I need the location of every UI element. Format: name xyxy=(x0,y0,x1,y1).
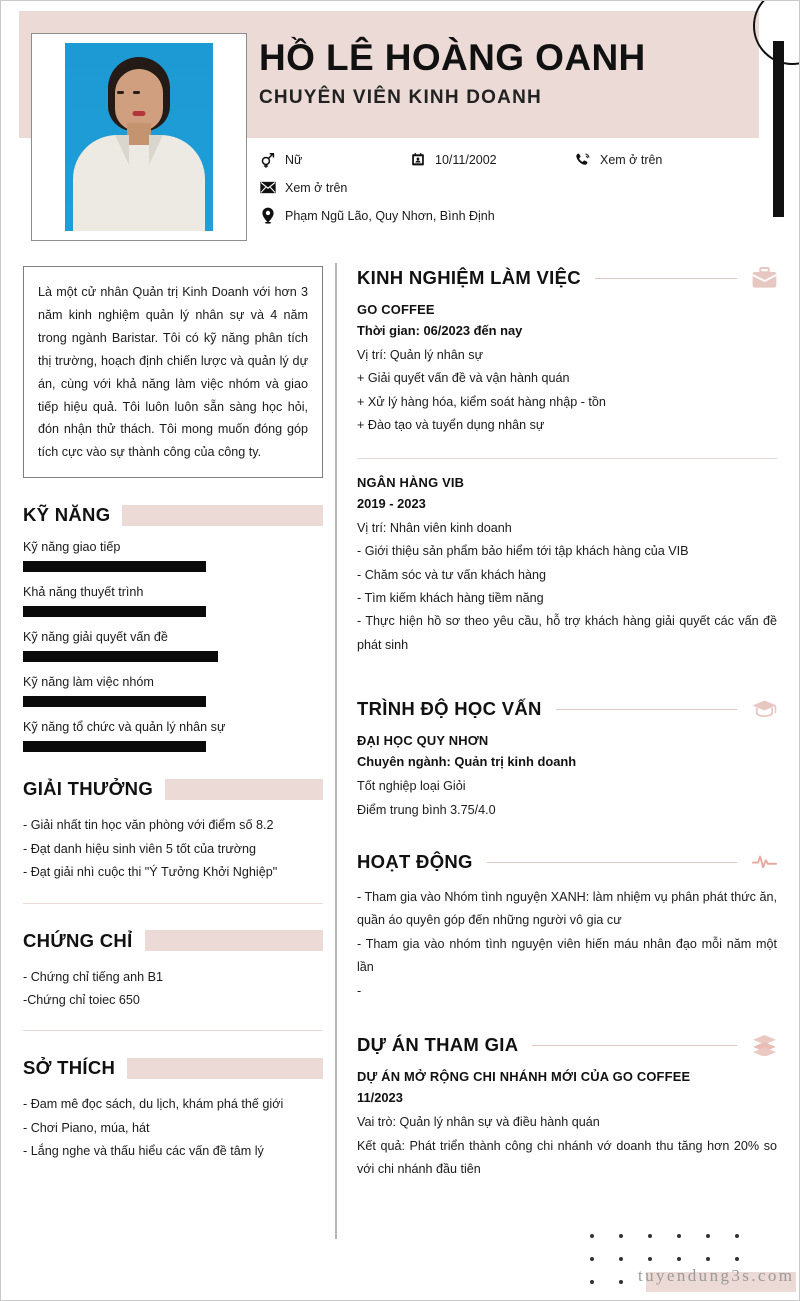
experience-heading xyxy=(357,266,777,290)
calendar-icon xyxy=(409,151,426,168)
heading-highlight-bar xyxy=(122,505,323,526)
education-line: Điểm trung bình 3.75/4.0 xyxy=(357,802,496,817)
portrait-photo xyxy=(65,43,213,231)
column-divider xyxy=(335,263,337,1239)
awards-heading-label: GIẢI THƯỞNG xyxy=(23,778,154,800)
layers-icon xyxy=(751,1033,777,1057)
skills-heading-label: KỸ NĂNG xyxy=(23,504,111,526)
section-divider xyxy=(23,1030,323,1031)
skills-heading xyxy=(23,504,323,526)
heading-rule xyxy=(487,862,737,863)
skill-item xyxy=(23,540,323,572)
right-column xyxy=(357,266,777,1187)
skill-fill xyxy=(23,741,206,752)
name-block xyxy=(259,39,729,109)
job-bullet: - Tìm kiếm khách hàng tiềm năng xyxy=(357,590,544,605)
activity-item: - Tham gia vào Nhóm tình nguyện XANH: làm nhiệm vụ phân phát thức ăn, quần áo quyên góp đến những người vô gia cư xyxy=(357,890,777,928)
skill-item xyxy=(23,675,323,707)
job-bullet: - Giới thiệu sản phẩm bảo hiểm tới tập khách hàng của VIB xyxy=(357,544,689,559)
awards-list xyxy=(23,814,323,884)
page-title: HỒ LÊ HOÀNG OANH xyxy=(259,37,646,78)
list-item: - Giải nhất tin học văn phòng với điểm số 8.2 xyxy=(23,818,274,833)
contact-address-value: Phạm Ngũ Lão, Quy Nhơn, Bình Định xyxy=(285,208,495,223)
projects-heading-label: DỰ ÁN THAM GIA xyxy=(357,1034,519,1056)
heading-rule xyxy=(595,278,737,279)
skill-label: Kỹ năng làm việc nhóm xyxy=(23,675,154,690)
hobbies-heading-label: SỞ THÍCH xyxy=(23,1057,116,1079)
job-org: NGÂN HÀNG VIB xyxy=(357,474,465,490)
skill-track xyxy=(23,741,323,752)
gender-icon xyxy=(259,151,276,168)
skill-item xyxy=(23,720,323,752)
skill-fill xyxy=(23,651,218,662)
heading-rule xyxy=(532,1045,737,1046)
activity-item: - xyxy=(357,983,362,998)
contact-gender xyxy=(259,151,409,168)
skill-item xyxy=(23,630,323,662)
phone-icon xyxy=(574,151,591,168)
contact-gender-value: Nữ xyxy=(285,152,303,167)
activities-heading xyxy=(357,850,777,874)
section-divider xyxy=(23,903,323,904)
job-bullet: - Chăm sóc và tư vấn khách hàng xyxy=(357,567,547,582)
contact-email xyxy=(259,179,347,196)
skill-label: Kỹ năng giao tiếp xyxy=(23,540,121,555)
skill-fill xyxy=(23,561,206,572)
heading-rule xyxy=(556,709,737,710)
education-major: Chuyên ngành: Quản trị kinh doanh xyxy=(357,754,577,770)
skill-track xyxy=(23,606,323,617)
envelope-icon xyxy=(259,179,276,196)
project-date: 11/2023 xyxy=(357,1090,403,1106)
left-column xyxy=(23,266,323,1164)
project-block xyxy=(357,1069,777,1181)
hobbies-heading xyxy=(23,1057,323,1079)
skill-label: Khả năng thuyết trình xyxy=(23,585,144,600)
skills-list xyxy=(23,540,323,752)
avatar xyxy=(31,33,247,241)
briefcase-icon xyxy=(751,266,777,290)
list-item: - Đạt danh hiệu sinh viên 5 tốt của trường xyxy=(23,841,257,856)
project-result: Kết quả: Phát triển thành công chi nhánh vớ doanh thu tăng hơn 20% so với chi nhánh đầu tiên xyxy=(357,1138,777,1177)
skill-track xyxy=(23,561,323,572)
job-period: Thời gian: 06/2023 đến nay xyxy=(357,323,523,338)
education-school: ĐẠI HỌC QUY NHƠN xyxy=(357,733,489,749)
contact-info xyxy=(259,151,779,235)
contact-address xyxy=(259,207,495,224)
heading-highlight-bar xyxy=(127,1058,323,1079)
certificates-list xyxy=(23,966,323,1013)
project-title: DỰ ÁN MỞ RỘNG CHI NHÁNH MỚI CỦA GO COFFEE xyxy=(357,1069,691,1085)
list-item: -Chứng chỉ toiec 650 xyxy=(23,992,140,1007)
activities-heading-label: HOẠT ĐỘNG xyxy=(357,851,473,873)
watermark-text: tuyendung3s.com xyxy=(638,1266,795,1285)
education-block xyxy=(357,733,777,822)
activities-block xyxy=(357,886,777,1003)
job-position: Vị trí: Quản lý nhân sự xyxy=(357,348,484,362)
location-pin-icon xyxy=(259,207,276,224)
skill-track xyxy=(23,651,323,662)
pulse-icon xyxy=(751,850,777,874)
job-org: GO COFFEE xyxy=(357,302,435,317)
summary-box: Là một cử nhân Quản trị Kinh Doanh với hơn 3 năm kinh nghiệm quản lý nhân sự và 4 năm trong ngành Baristar. Tôi có kỹ năng phân tích thị trường, hoạch định chiến lược và quản lý dự án, cùng với khả năng làm việc nhóm và giao tiếp hiệu quả. Tôi luôn luôn sẵn sàng học hỏi, đón nhận thử thách. Tôi mong muốn đóng góp tích cực vào sự thành công của công ty. xyxy=(23,266,323,478)
education-line: Tốt nghiệp loại Giỏi xyxy=(357,779,466,794)
skill-fill xyxy=(23,696,206,707)
activity-item: - Tham gia vào nhóm tình nguyện viên hiến máu nhân đạo mỗi năm một lần xyxy=(357,936,777,975)
job-bullet: + Xử lý hàng hóa, kiểm soát hàng nhập - tồn xyxy=(357,394,606,409)
heading-highlight-bar xyxy=(145,930,323,951)
list-item: - Lắng nghe và thấu hiểu các vấn đề tâm lý xyxy=(23,1144,264,1159)
certificates-heading xyxy=(23,930,323,952)
education-heading xyxy=(357,697,777,721)
contact-email-value: Xem ở trên xyxy=(285,180,348,195)
skill-track xyxy=(23,696,323,707)
job-bullet: + Đào tạo và tuyển dụng nhân sự xyxy=(357,418,545,433)
project-role: Vai trò: Quản lý nhân sự và điều hành quán xyxy=(357,1115,600,1130)
job-period: 2019 - 2023 xyxy=(357,495,426,511)
job-title: CHUYÊN VIÊN KINH DOANH xyxy=(259,86,542,108)
experience-heading-label: KINH NGHIỆM LÀM VIỆC xyxy=(357,267,581,288)
job-bullet: + Giải quyết vấn đề và vận hành quán xyxy=(357,371,570,386)
skill-fill xyxy=(23,606,206,617)
certificates-heading-label: CHỨNG CHỈ xyxy=(23,929,133,951)
job-bullet: - Thực hiện hồ sơ theo yêu cầu, hỗ trợ khách hàng giải quyết các vấn đề phát sinh xyxy=(357,614,777,652)
awards-heading xyxy=(23,778,323,800)
education-heading-label: TRÌNH ĐỘ HỌC VẤN xyxy=(357,698,542,720)
skill-label: Kỹ năng tổ chức và quản lý nhân sự xyxy=(23,720,226,735)
contact-dob xyxy=(409,151,574,168)
heading-highlight-bar xyxy=(165,779,323,800)
list-item: - Chứng chỉ tiếng anh B1 xyxy=(23,969,164,984)
hobbies-list xyxy=(23,1093,323,1163)
experience-job xyxy=(357,302,777,438)
contact-dob-value: 10/11/2002 xyxy=(435,152,497,167)
skill-label: Kỹ năng giải quyết vấn đề xyxy=(23,630,168,645)
experience-job xyxy=(357,475,777,658)
section-divider xyxy=(357,458,777,459)
contact-phone xyxy=(574,151,662,168)
projects-heading xyxy=(357,1033,777,1057)
list-item: - Đam mê đọc sách, du lịch, khám phá thế giới xyxy=(23,1097,284,1112)
list-item: - Chơi Piano, múa, hát xyxy=(23,1120,150,1135)
contact-phone-value: Xem ở trên xyxy=(600,152,663,167)
list-item: - Đạt giải nhì cuộc thi "Ý Tưởng Khởi Nghiệp" xyxy=(23,865,278,880)
graduation-cap-icon xyxy=(751,697,777,721)
job-position: Vị trí: Nhân viên kinh doanh xyxy=(357,520,512,535)
skill-item xyxy=(23,585,323,617)
